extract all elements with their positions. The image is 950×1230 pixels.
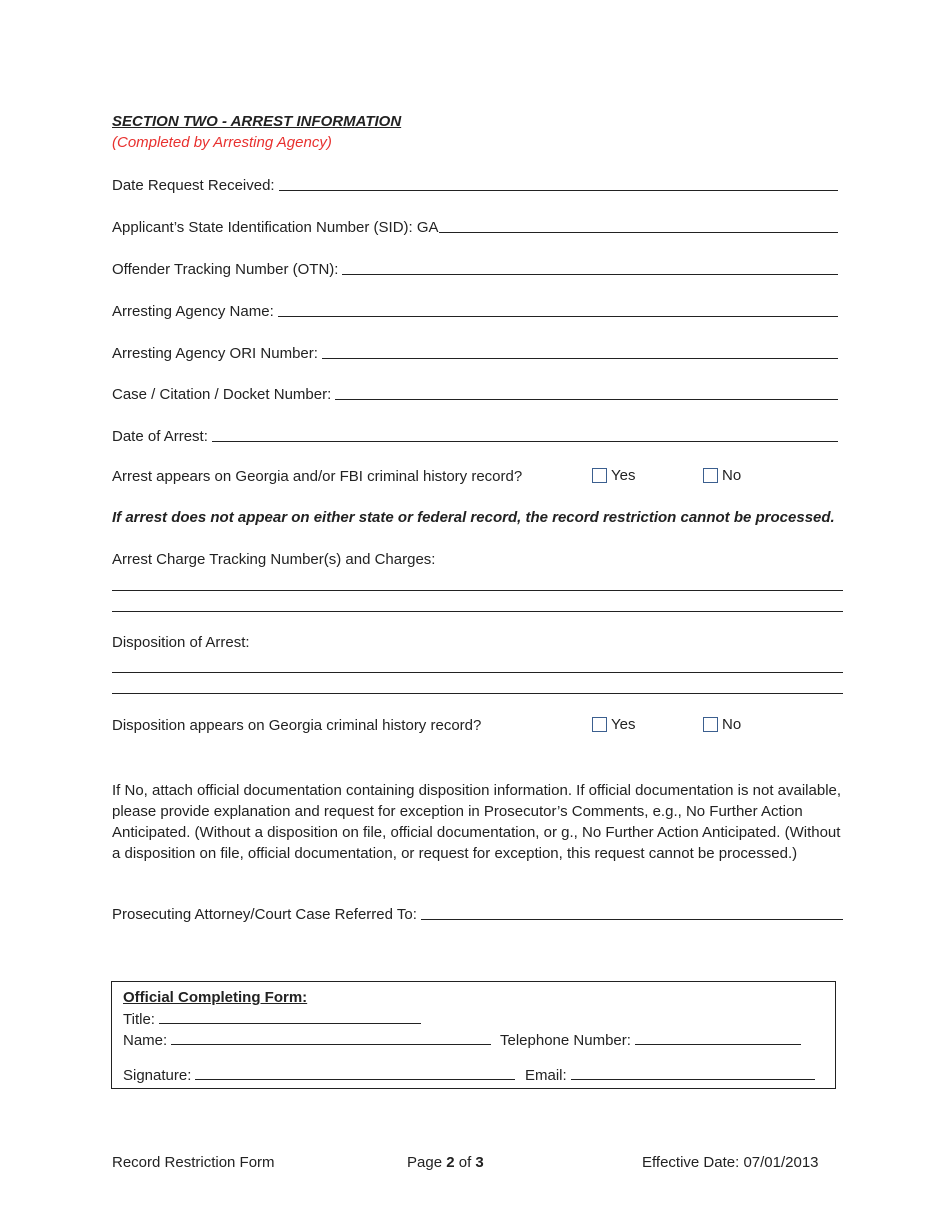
- official-phone-line[interactable]: [635, 1031, 801, 1045]
- date-of-arrest-label: Date of Arrest:: [112, 428, 208, 445]
- case-number-label: Case / Citation / Docket Number:: [112, 386, 332, 403]
- agency-ori-label: Arresting Agency ORI Number:: [112, 345, 318, 362]
- official-signature-line[interactable]: [195, 1066, 515, 1080]
- disposition-label: Disposition of Arrest:: [112, 634, 250, 651]
- charges-line-1[interactable]: [112, 590, 843, 591]
- date-request-received-line[interactable]: [279, 176, 838, 191]
- date-of-arrest-line[interactable]: [212, 427, 838, 442]
- page-of: of: [458, 1154, 472, 1171]
- footer-form-name: Record Restriction Form: [112, 1154, 275, 1171]
- agency-name-field[interactable]: [112, 302, 838, 320]
- page-total: 3: [475, 1154, 484, 1171]
- arrest-record-question: Arrest appears on Georgia and/or FBI criminal history record?: [112, 468, 523, 485]
- official-name-label: Name:: [123, 1032, 168, 1049]
- date-request-received-label: Date Request Received:: [112, 177, 275, 194]
- checkbox-box[interactable]: [703, 468, 718, 483]
- agency-ori-field[interactable]: [112, 344, 838, 362]
- charges-label: Arrest Charge Tracking Number(s) and Charges:: [112, 551, 436, 568]
- agency-name-label: Arresting Agency Name:: [112, 303, 274, 320]
- yes-label: Yes: [611, 467, 636, 484]
- prosecuting-line[interactable]: [421, 905, 843, 920]
- charges-line-2[interactable]: [112, 611, 843, 612]
- official-title-label: Title:: [123, 1011, 155, 1028]
- official-email-field[interactable]: [525, 1066, 815, 1084]
- official-completing-box: [111, 981, 836, 1089]
- prosecuting-field[interactable]: [112, 905, 843, 923]
- official-phone-field[interactable]: [500, 1031, 801, 1049]
- yes-label: Yes: [611, 716, 636, 733]
- official-email-label: Email:: [525, 1067, 567, 1084]
- section-title: SECTION TWO - ARREST INFORMATION: [112, 113, 402, 130]
- disposition-yes-checkbox[interactable]: [592, 716, 635, 733]
- case-number-line[interactable]: [335, 385, 838, 400]
- date-request-received-field[interactable]: [112, 176, 838, 194]
- official-title-line[interactable]: [159, 1010, 421, 1024]
- page-current: 2: [446, 1154, 455, 1171]
- case-number-field[interactable]: [112, 385, 838, 403]
- checkbox-box[interactable]: [592, 468, 607, 483]
- checkbox-box[interactable]: [703, 717, 718, 732]
- official-heading: Official Completing Form:: [123, 989, 308, 1006]
- no-label: No: [722, 467, 742, 484]
- agency-ori-line[interactable]: [322, 344, 838, 359]
- disposition-question: Disposition appears on Georgia criminal history record?: [112, 717, 482, 734]
- disposition-no-checkbox[interactable]: [703, 716, 741, 733]
- otn-line[interactable]: [342, 260, 838, 275]
- instructions-paragraph: If No, attach official documentation containing disposition information. If official documentation is not available, please provide explanation and request for exception in Prosecutor’s Comments, e.g., No Further Action Anticipated. (Without a disposition on file, official documentation, or g., No Further Action Anticipated. (Without a disposition on file, official documentation, or request for exception, this request cannot be processed.): [112, 782, 842, 862]
- page-word: Page: [407, 1154, 443, 1171]
- official-phone-label: Telephone Number:: [500, 1032, 631, 1049]
- checkbox-box[interactable]: [592, 717, 607, 732]
- otn-field[interactable]: [112, 260, 838, 278]
- footer-page-number: [407, 1154, 484, 1171]
- section-subtitle: (Completed by Arresting Agency): [112, 134, 332, 151]
- otn-label: Offender Tracking Number (OTN):: [112, 261, 339, 278]
- disposition-line-2[interactable]: [112, 693, 843, 694]
- sid-label: Applicant’s State Identification Number (SID): GA: [112, 219, 439, 236]
- prosecuting-label: Prosecuting Attorney/Court Case Referred To:: [112, 906, 417, 923]
- official-signature-field[interactable]: [123, 1066, 515, 1084]
- official-signature-label: Signature:: [123, 1067, 192, 1084]
- warning-text: If arrest does not appear on either state or federal record, the record restriction cannot be processed.: [112, 509, 835, 526]
- arrest-record-yes-checkbox[interactable]: [592, 467, 635, 484]
- sid-line[interactable]: [439, 218, 838, 233]
- arrest-record-no-checkbox[interactable]: [703, 467, 741, 484]
- sid-field[interactable]: [112, 218, 838, 236]
- disposition-line-1[interactable]: [112, 672, 843, 673]
- official-title-field[interactable]: [123, 1010, 421, 1028]
- official-name-field[interactable]: [123, 1031, 491, 1049]
- official-email-line[interactable]: [571, 1066, 815, 1080]
- date-of-arrest-field[interactable]: [112, 427, 838, 445]
- no-label: No: [722, 716, 742, 733]
- footer-effective-date: Effective Date: 07/01/2013: [642, 1154, 819, 1171]
- agency-name-line[interactable]: [278, 302, 838, 317]
- official-name-line[interactable]: [171, 1031, 491, 1045]
